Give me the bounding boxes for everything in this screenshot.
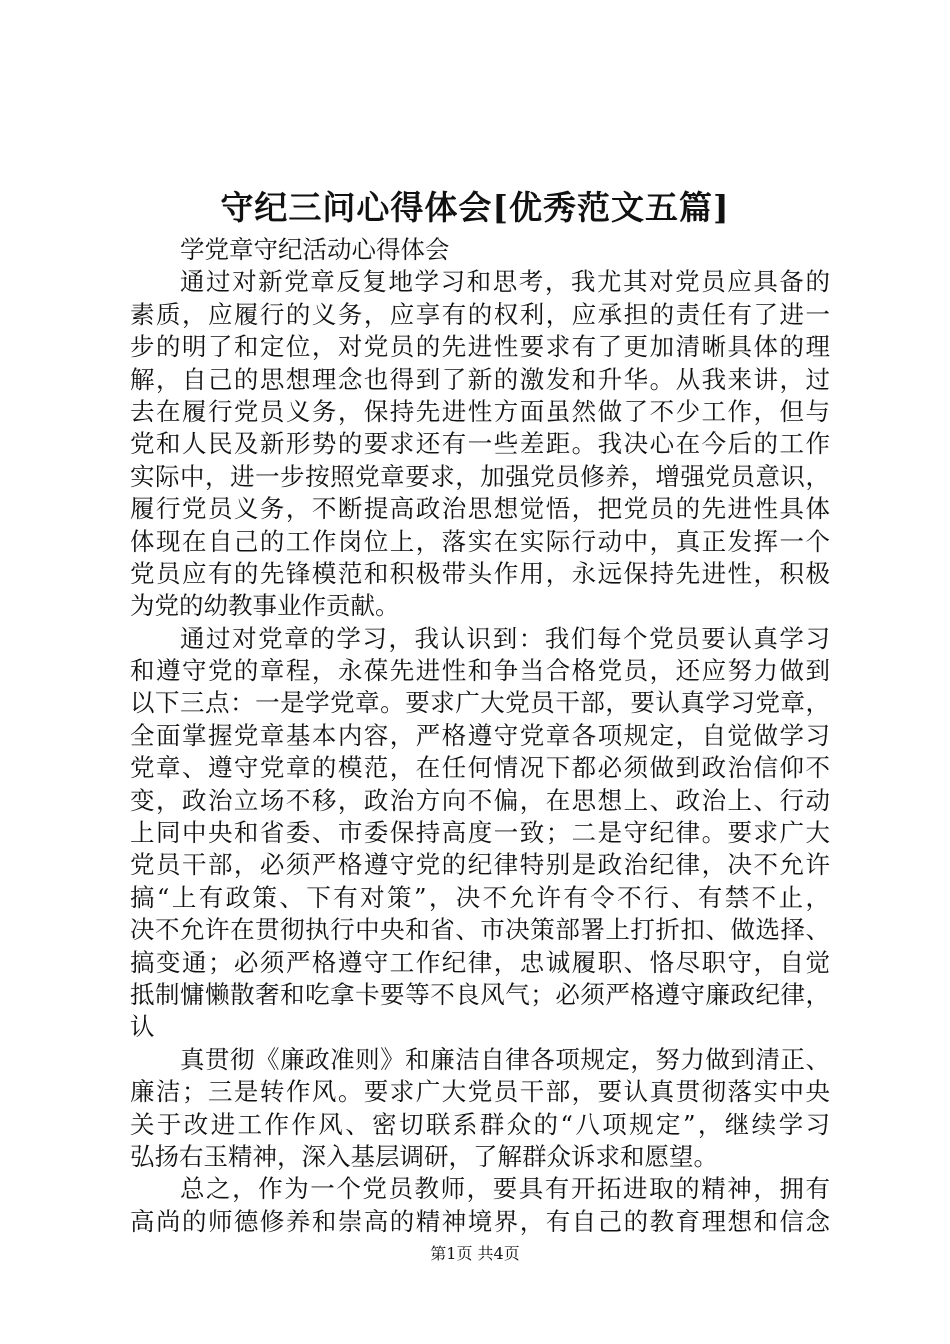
text-line: 为党的幼教事业作贡献。 — [130, 591, 400, 621]
text-line: 变，政治立场不移，政治方向不偏，在思想上、政治上、行动 — [130, 785, 830, 815]
text-line: 通过对党章的学习，我认识到：我们每个党员要认真学习 — [180, 623, 830, 653]
text-line: 真贯彻《廉政准则》和廉洁自律各项规定，努力做到清正、 — [180, 1044, 830, 1074]
text-line: 高尚的师德修养和崇高的精神境界，有自己的教育理想和信念 — [130, 1206, 830, 1236]
text-line: 通过对新党章反复地学习和思考，我尤其对党员应具备的 — [180, 267, 830, 297]
text-line: 学党章守纪活动心得体会 — [180, 235, 450, 264]
text-line: 决不允许在贯彻执行中央和省、市决策部署上打折扣、做选择、 — [130, 915, 830, 945]
text-line: 搞“上有政策、下有对策”，决不允许有令不行、有禁不止， — [130, 882, 830, 912]
text-line: 党和人民及新形势的要求还有一些差距。我决心在今后的工作 — [130, 429, 830, 459]
text-line: 实际中，进一步按照党章要求，加强党员修养，增强党员意识， — [130, 461, 830, 491]
text-line: 步的明了和定位，对党员的先进性要求有了更加清晰具体的理 — [130, 332, 830, 362]
text-line: 总之，作为一个党员教师，要具有开拓进取的精神，拥有 — [180, 1174, 830, 1204]
document-body — [130, 234, 830, 1238]
text-line: 解，自己的思想理念也得到了新的激发和升华。从我来讲，过 — [130, 364, 830, 394]
text-line: 履行党员义务，不断提高政治思想觉悟，把党员的先进性具体 — [130, 494, 830, 524]
text-line: 体现在自己的工作岗位上，落实在实际行动中，真正发挥一个 — [130, 526, 830, 556]
text-line: 搞变通；必须严格遵守工作纪律，忠诚履职、恪尽职守，自觉 — [130, 947, 830, 977]
text-line: 上同中央和省委、市委保持高度一致；二是守纪律。要求广大 — [130, 818, 830, 848]
text-line: 关于改进工作作风、密切联系群众的“八项规定”，继续学习 — [130, 1109, 830, 1139]
text-line: 素质，应履行的义务，应享有的权利，应承担的责任有了进一 — [130, 299, 830, 329]
text-line: 去在履行党员义务，保持先进性方面虽然做了不少工作，但与 — [130, 396, 830, 426]
text-line: 以下三点：一是学党章。要求广大党员干部，要认真学习党章， — [130, 688, 830, 718]
text-line: 弘扬右玉精神，深入基层调研，了解群众诉求和愿望。 — [130, 1141, 718, 1171]
text-line: 认 — [130, 1012, 155, 1042]
text-line: 全面掌握党章基本内容，严格遵守党章各项规定，自觉做学习 — [130, 720, 830, 750]
text-line: 廉洁；三是转作风。要求广大党员干部，要认真贯彻落实中央 — [130, 1077, 830, 1107]
text-line: 党员应有的先锋模范和积极带头作用，永远保持先进性，积极 — [130, 558, 830, 588]
text-line: 党章、遵守党章的模范，在任何情况下都必须做到政治信仰不 — [130, 753, 830, 783]
text-line: 和遵守党的章程，永葆先进性和争当合格党员，还应努力做到 — [130, 656, 830, 686]
page-footer: 第1页 共4页 — [430, 1244, 520, 1263]
document-title: 守纪三问心得体会[优秀范文五篇] — [220, 188, 730, 227]
text-line: 抵制慵懒散奢和吃拿卡要等不良风气；必须严格遵守廉政纪律， — [130, 979, 830, 1009]
text-line: 党员干部，必须严格遵守党的纪律特别是政治纪律，决不允许 — [130, 850, 830, 880]
